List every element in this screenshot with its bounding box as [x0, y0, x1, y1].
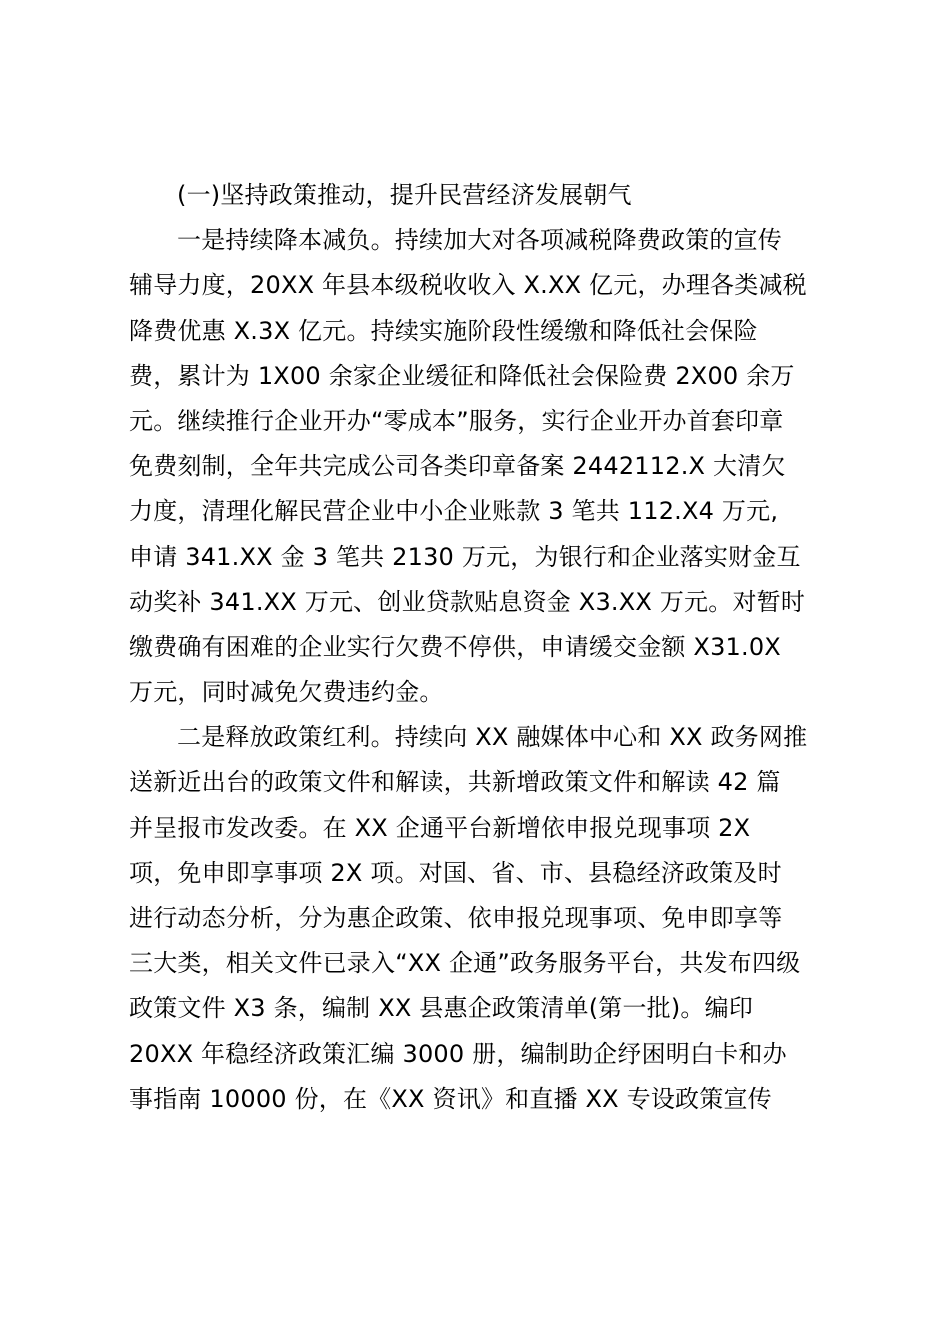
- paragraph-line: 进行动态分析，分为惠企政策、依申报兑现事项、免申即享等: [129, 904, 783, 932]
- paragraph-line: 力度，清理化解民营企业中小企业账款 3 笔共 112.X4 万元,: [129, 497, 779, 526]
- paragraph-line: 20XX 年稳经济政策汇编 3000 册，编制助企纾困明白卡和办: [129, 1039, 787, 1068]
- paragraph-line: 免费刻制，全年共完成公司各类印章备案 2442112.X 大清欠: [129, 452, 786, 481]
- paragraph-line: 申请 341.XX 金 3 笔共 2130 万元，为银行和企业落实财金互: [129, 542, 801, 571]
- paragraph-line: 降费优惠 X.3X 亿元。持续实施阶段性缓缴和降低社会保险: [129, 316, 758, 345]
- section-heading: (一)坚持政策推动，提升民营经济发展朝气: [177, 181, 632, 209]
- paragraph-line: 一是持续降本减负。持续加大对各项减税降费政策的宣传: [177, 226, 782, 255]
- paragraph-line: 动奖补 341.XX 万元、创业贷款贴息资金 X3.XX 万元。对暂时: [129, 587, 806, 616]
- paragraph-line: 元。继续推行企业开办“零成本”服务，实行企业开办首套印章: [129, 406, 784, 435]
- paragraph-line: 万元，同时减免欠费违约金。: [129, 678, 444, 707]
- paragraph-line: 费，累计为 1X00 余家企业缓征和降低社会保险费 2X00 余万: [129, 361, 795, 390]
- paragraph-line: 并呈报市发改委。在 XX 企通平台新增依申报兑现事项 2X: [129, 813, 751, 842]
- paragraph-line: 缴费确有困难的企业实行欠费不停供，申请缓交金额 X31.0X: [129, 632, 781, 661]
- document-body: [129, 173, 839, 1122]
- paragraph-line: 政策文件 X3 条，编制 XX 县惠企政策清单(第一批)。编印: [129, 994, 754, 1023]
- paragraph-line: 辅导力度，20XX 年县本级税收收入 X.XX 亿元，办理各类减税: [129, 271, 807, 300]
- paragraph-line: 项，免申即享事项 2X 项。对国、省、市、县稳经济政策及时: [129, 858, 782, 887]
- paragraph-line: 事指南 10000 份，在《XX 资讯》和直播 XX 专设政策宣传: [129, 1084, 772, 1113]
- paragraph-line: 送新近出台的政策文件和解读，共新增政策文件和解读 42 篇: [129, 768, 781, 797]
- paragraph-line: 三大类，相关文件已录入“XX 企通”政务服务平台，共发布四级: [129, 949, 801, 978]
- paragraph-line: 二是释放政策红利。持续向 XX 融媒体中心和 XX 政务网推: [177, 723, 808, 752]
